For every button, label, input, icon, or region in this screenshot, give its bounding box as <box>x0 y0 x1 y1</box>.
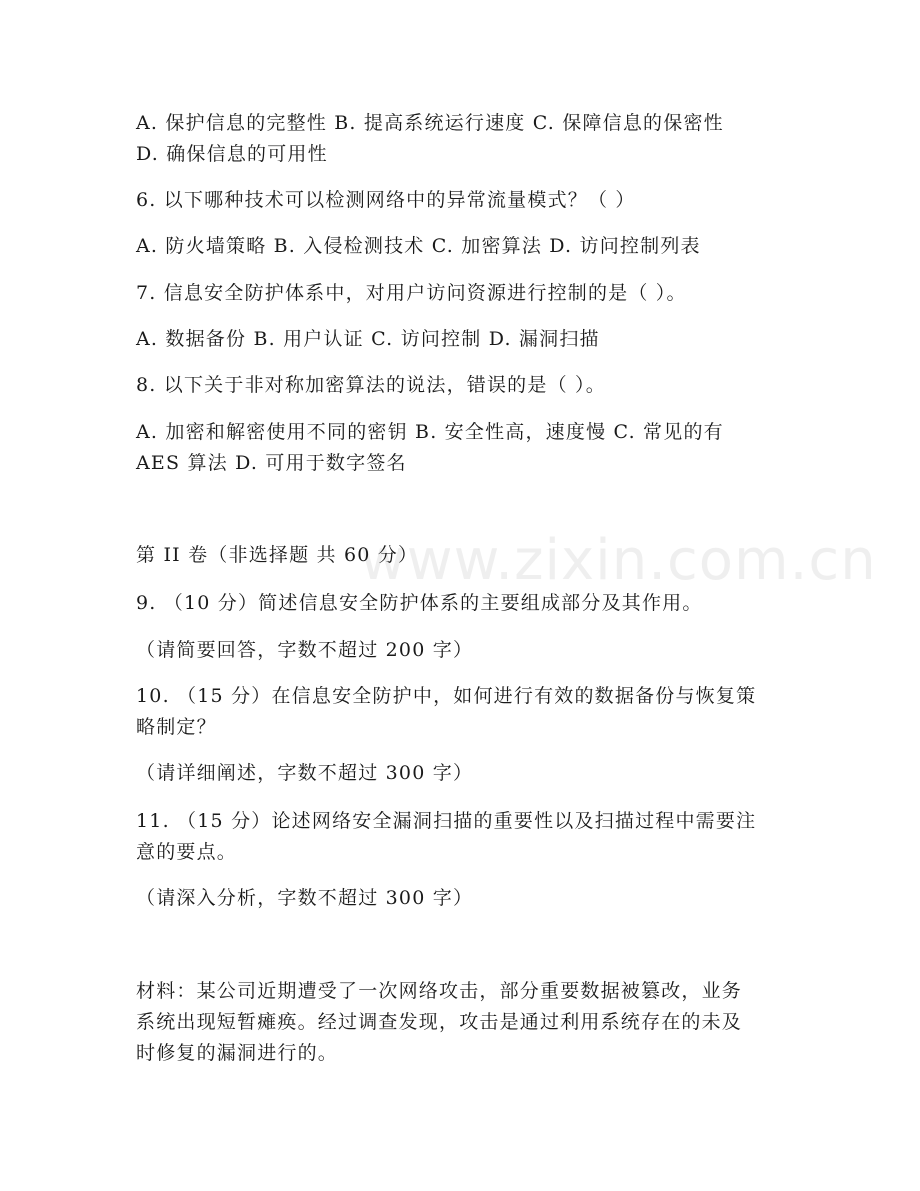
q6-options: A. 防火墙策略 B. 入侵检测技术 C. 加密算法 D. 访问控制列表 <box>136 235 701 257</box>
q11-hint: （请深入分析，字数不超过 300 字） <box>136 887 474 909</box>
q8-options-line1: A. 加密和解密使用不同的密钥 B. 安全性高，速度慢 C. 常见的有 <box>136 421 724 443</box>
q7-options: A. 数据备份 B. 用户认证 C. 访问控制 D. 漏洞扫描 <box>136 328 600 350</box>
q10-hint: （请详细阐述，字数不超过 300 字） <box>136 762 474 784</box>
q9-hint: （请简要回答，字数不超过 200 字） <box>136 639 474 661</box>
q10-question-line1: 10. （15 分）在信息安全防护中，如何进行有效的数据备份与恢复策 <box>136 685 757 707</box>
q9-question: 9. （10 分）简述信息安全防护体系的主要组成部分及其作用。 <box>136 592 703 614</box>
material-line1: 材料：某公司近期遭受了一次网络攻击，部分重要数据被篡改，业务 <box>136 980 743 1002</box>
q8-question: 8. 以下关于非对称加密算法的说法，错误的是（ ）。 <box>136 374 606 396</box>
material-line2: 系统出现短暂瘫痪。经过调查发现，攻击是通过利用系统存在的未及 <box>136 1011 743 1033</box>
q11-question-line2: 意的要点。 <box>136 841 238 863</box>
q10-question-line2: 略制定？ <box>136 716 217 738</box>
q6-question: 6. 以下哪种技术可以检测网络中的异常流量模式？（ ） <box>136 189 636 211</box>
q7-question: 7. 信息安全防护体系中，对用户访问资源进行控制的是（ ）。 <box>136 282 687 304</box>
section2-title: 第 II 卷（非选择题 共 60 分） <box>136 544 419 566</box>
q5-options-line1: A. 保护信息的完整性 B. 提高系统运行速度 C. 保障信息的保密性 <box>136 112 724 134</box>
watermark: www.zixin.com.cn <box>360 528 877 593</box>
q11-question-line1: 11. （15 分）论述网络安全漏洞扫描的重要性以及扫描过程中需要注 <box>136 810 757 832</box>
q8-options-line2: AES 算法 D. 可用于数字签名 <box>136 452 407 474</box>
q5-options-line2: D. 确保信息的可用性 <box>136 143 328 165</box>
material-line3: 时修复的漏洞进行的。 <box>136 1042 339 1064</box>
